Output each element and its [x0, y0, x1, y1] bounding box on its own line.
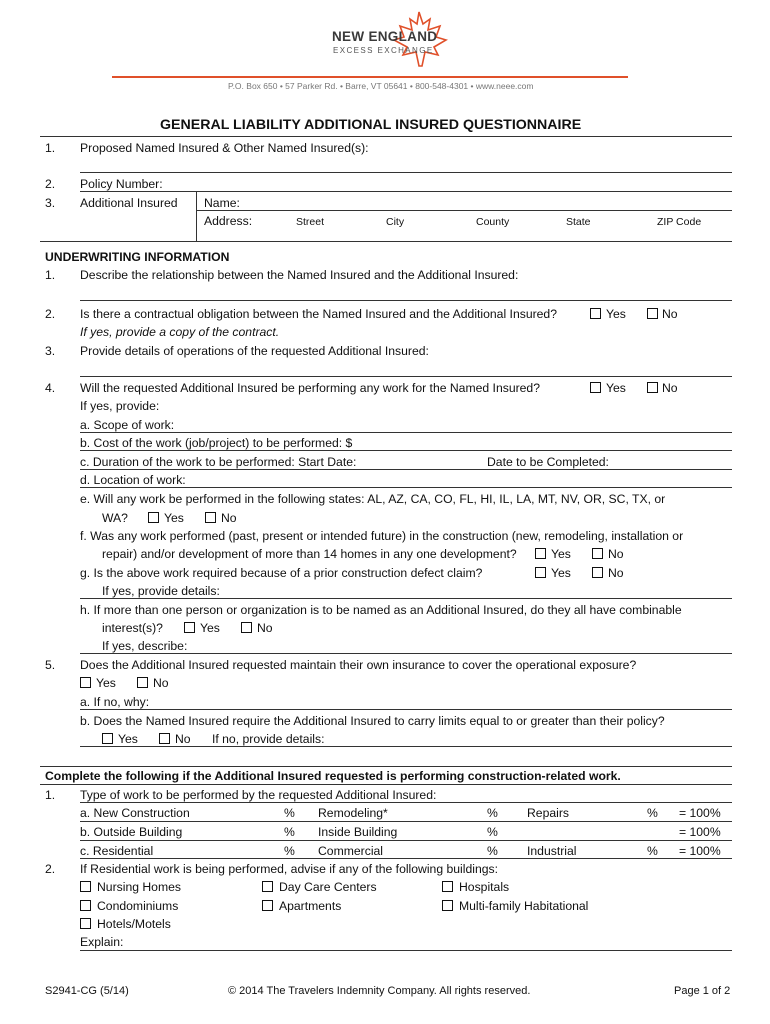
addr-street: Street [296, 216, 325, 228]
page-title: GENERAL LIABILITY ADDITIONAL INSURED QUESTIONNAIRE [160, 117, 582, 133]
uw-q4f-yes-checkbox[interactable] [535, 548, 546, 559]
uw-q4h-3: If yes, describe: [102, 639, 188, 653]
uw-q4b-line [80, 450, 732, 451]
address-line [40, 241, 732, 242]
uw-q4f: f. Was any work performed (past, present or intended future) in the construction (new, remodeling, installation or [80, 529, 684, 543]
q2-answer-line [80, 191, 732, 192]
uw-q5-number: 5. [45, 658, 56, 672]
uw-q5-no-label: No [153, 676, 169, 690]
uw-q5b-tail: If no, provide details: [212, 732, 325, 746]
uw-q5b: b. Does the Named Insured require the Additional Insured to carry limits equal to or greater than their policy? [80, 714, 665, 728]
bld-multifamily-label: Multi-family Habitational [459, 899, 589, 913]
con-row1-line [80, 821, 732, 822]
con-row1-pct1: % [284, 806, 295, 820]
q3-label: Additional Insured [80, 196, 178, 210]
uw-q4g-no-checkbox[interactable] [592, 567, 603, 578]
con-row3-pct2: % [487, 844, 498, 858]
uw-q4c: c. Duration of the work to be performed: Start Date: [80, 455, 357, 469]
con-row3-a: c. Residential [80, 844, 154, 858]
bld-multifamily-checkbox[interactable] [442, 900, 453, 911]
con-row3-pct1: % [284, 844, 295, 858]
uw-q4f-yes-label: Yes [551, 547, 571, 561]
uw-q2-yes-label: Yes [606, 307, 626, 321]
construction-heading-rule [40, 784, 732, 785]
uw-q4-no-checkbox[interactable] [647, 382, 658, 393]
explain-line [80, 950, 732, 951]
q2-number: 2. [45, 177, 56, 191]
explain-label: Explain: [80, 935, 124, 949]
con-row2-b: Inside Building [318, 825, 398, 839]
bld-daycare-label: Day Care Centers [279, 880, 377, 894]
bld-hospitals-checkbox[interactable] [442, 881, 453, 892]
con-row1-pct3: % [647, 806, 658, 820]
uw-q4c-end: Date to be Completed: [487, 455, 609, 469]
name-line [196, 210, 732, 211]
header-rule [112, 76, 628, 78]
uw-q4a-line [80, 432, 732, 433]
bld-condo-label: Condominiums [97, 899, 179, 913]
uw-q1-number: 1. [45, 268, 56, 282]
con-row2-pct2: % [487, 825, 498, 839]
uw-q4h: h. If more than one person or organization is to be named as an Additional Insured, do they all have combinable [80, 603, 682, 617]
construction-top-rule [40, 766, 732, 767]
uw-q4h-yes-checkbox[interactable] [184, 622, 195, 633]
con-row2-line [80, 840, 732, 841]
con-row1-pct2: % [487, 806, 498, 820]
uw-q4b: b. Cost of the work (job/project) to be performed: $ [80, 436, 353, 450]
uw-q4f-no-label: No [608, 547, 624, 561]
bld-condo-checkbox[interactable] [80, 900, 91, 911]
con-row3-b: Commercial [318, 844, 384, 858]
con-row3-pct3: % [647, 844, 658, 858]
uw-q5b-no-label: No [175, 732, 191, 746]
con-row2-pct1: % [284, 825, 295, 839]
logo-line1: NEW ENGLAND [332, 29, 438, 44]
bld-hospitals-label: Hospitals [459, 880, 510, 894]
uw-q2-no-checkbox[interactable] [647, 308, 658, 319]
uw-q4c-line [80, 469, 732, 470]
uw-q4-ifyes: If yes, provide: [80, 399, 160, 413]
uw-q4e-wa: WA? [102, 511, 128, 525]
con-q2-number: 2. [45, 862, 56, 876]
uw-q4-yes-checkbox[interactable] [590, 382, 601, 393]
con-q1-line [80, 802, 732, 803]
con-row3-c: Industrial [527, 844, 577, 858]
ai-box-vertical [196, 191, 197, 241]
con-row1-a: a. New Construction [80, 806, 190, 820]
con-row1-total: = 100% [679, 806, 721, 820]
addr-state: State [566, 216, 591, 228]
uw-q4h-2: interest(s)? [102, 621, 163, 635]
uw-q4f-no-checkbox[interactable] [592, 548, 603, 559]
uw-q4e-yes-checkbox[interactable] [148, 512, 159, 523]
uw-q2-yes-checkbox[interactable] [590, 308, 601, 319]
uw-q3-line [80, 376, 732, 377]
uw-q4d: d. Location of work: [80, 473, 186, 487]
bld-hotels-checkbox[interactable] [80, 918, 91, 929]
uw-q5b-no-checkbox[interactable] [159, 733, 170, 744]
q3-number: 3. [45, 196, 56, 210]
bld-nursing-checkbox[interactable] [80, 881, 91, 892]
q1-answer-line [80, 172, 732, 173]
uw-q4-label: Will the requested Additional Insured be performing any work for the Named Insured? [80, 381, 540, 395]
uw-q4a: a. Scope of work: [80, 418, 175, 432]
uw-q5a-line [80, 709, 732, 710]
bld-daycare-checkbox[interactable] [262, 881, 273, 892]
underwriting-heading: UNDERWRITING INFORMATION [45, 250, 230, 264]
uw-q5b-yes-checkbox[interactable] [102, 733, 113, 744]
uw-q4h-yes-label: Yes [200, 621, 220, 635]
uw-q2-no-label: No [662, 307, 678, 321]
uw-q4g: g. Is the above work required because of a prior construction defect claim? [80, 566, 483, 580]
uw-q4g-2: If yes, provide details: [102, 584, 220, 598]
uw-q3-number: 3. [45, 344, 56, 358]
construction-heading: Complete the following if the Additional Insured requested is performing construction-related work. [45, 769, 621, 783]
footer-copyright: © 2014 The Travelers Indemnity Company. All rights reserved. [228, 985, 531, 997]
name-label: Name: [204, 196, 240, 210]
uw-q4g-yes-label: Yes [551, 566, 571, 580]
uw-q1-label: Describe the relationship between the Named Insured and the Additional Insured: [80, 268, 519, 282]
con-row1-c: Repairs [527, 806, 569, 820]
bld-apartments-label: Apartments [279, 899, 342, 913]
uw-q4-no-label: No [662, 381, 678, 395]
con-row3-line [80, 858, 732, 859]
uw-q4d-line [80, 487, 732, 488]
uw-q5-yes-label: Yes [96, 676, 116, 690]
logo-line2: EXCESS EXCHANGE [333, 46, 434, 55]
bld-hotels-label: Hotels/Motels [97, 917, 171, 931]
addr-county: County [476, 216, 510, 228]
uw-q5-no-checkbox[interactable] [137, 677, 148, 688]
uw-q4g-line [80, 598, 732, 599]
uw-q4-number: 4. [45, 381, 56, 395]
q2-label: Policy Number: [80, 177, 163, 191]
uw-q4e-yes-label: Yes [164, 511, 184, 525]
bld-apartments-checkbox[interactable] [262, 900, 273, 911]
uw-q4g-yes-checkbox[interactable] [535, 567, 546, 578]
address-label: Address: [204, 214, 253, 228]
con-q2-label: If Residential work is being performed, advise if any of the following buildings: [80, 862, 498, 876]
uw-q4e: e. Will any work be performed in the following states: AL, AZ, CA, CO, FL, HI, IL, LA, MT, NV, OR, SC, TX, or [80, 492, 666, 506]
con-row2-total: = 100% [679, 825, 721, 839]
con-q1-label: Type of work to be performed by the requested Additional Insured: [80, 788, 437, 802]
q1-number: 1. [45, 141, 56, 155]
con-row2-a: b. Outside Building [80, 825, 183, 839]
uw-q4h-line [80, 653, 732, 654]
footer-page: Page 1 of 2 [674, 985, 731, 997]
q1-label: Proposed Named Insured & Other Named Insured(s): [80, 141, 369, 155]
uw-q5-yes-checkbox[interactable] [80, 677, 91, 688]
addr-zip: ZIP Code [657, 216, 702, 228]
uw-q4e-no-label: No [221, 511, 237, 525]
uw-q5b-yes-label: Yes [118, 732, 138, 746]
bld-nursing-label: Nursing Homes [97, 880, 181, 894]
uw-q1-line [80, 300, 732, 301]
uw-q4e-no-checkbox[interactable] [205, 512, 216, 523]
uw-q2-number: 2. [45, 307, 56, 321]
title-rule [40, 136, 732, 137]
addr-city: City [386, 216, 405, 228]
uw-q4g-no-label: No [608, 566, 624, 580]
footer-form-id: S2941-CG (5/14) [45, 985, 129, 997]
uw-q2-label: Is there a contractual obligation between the Named Insured and the Additional Insured? [80, 307, 557, 321]
uw-q2-note: If yes, provide a copy of the contract. [80, 325, 280, 339]
con-row1-b: Remodeling* [318, 806, 388, 820]
uw-q5b-line [80, 746, 732, 747]
uw-q4-yes-label: Yes [606, 381, 626, 395]
con-row3-total: = 100% [679, 844, 721, 858]
uw-q4f-2: repair) and/or development of more than 14 homes in any one development? [102, 547, 517, 561]
uw-q4h-no-checkbox[interactable] [241, 622, 252, 633]
uw-q5-label: Does the Additional Insured requested maintain their own insurance to cover the operational exposure? [80, 658, 637, 672]
uw-q4h-no-label: No [257, 621, 273, 635]
header-address: P.O. Box 650 • 57 Parker Rd. • Barre, VT 05641 • 800-548-4301 • www.neee.com [228, 81, 534, 91]
uw-q5a: a. If no, why: [80, 695, 150, 709]
con-q1-number: 1. [45, 788, 56, 802]
uw-q3-label: Provide details of operations of the requested Additional Insured: [80, 344, 429, 358]
